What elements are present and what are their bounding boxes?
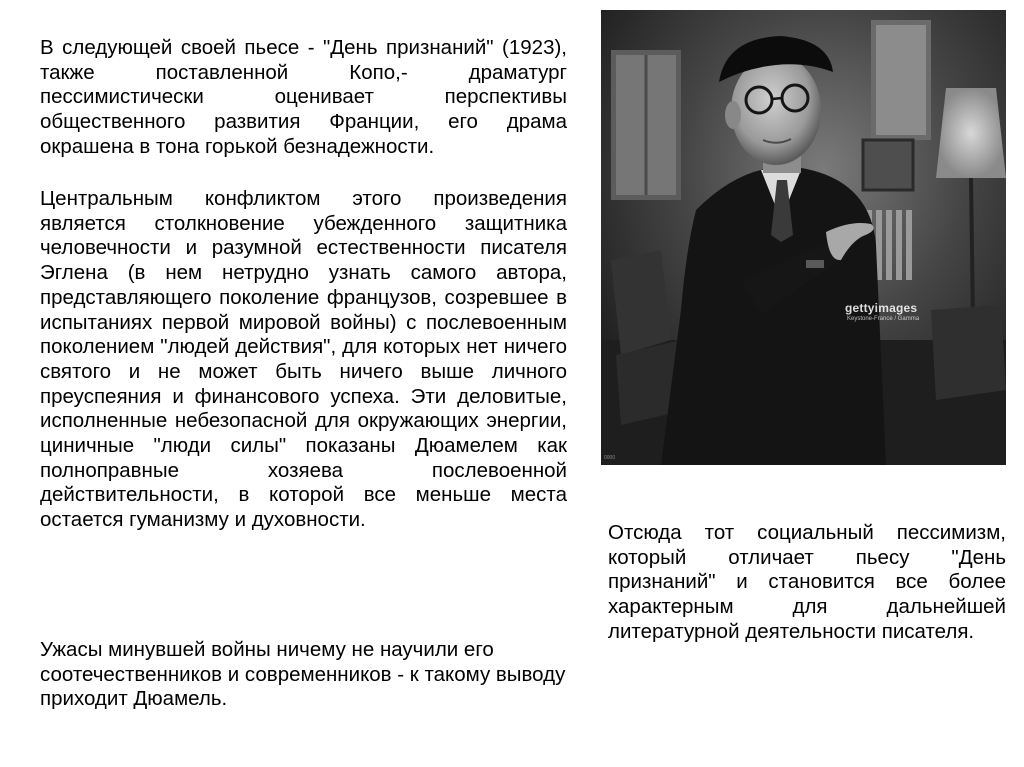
paragraph-social-pessimism: Отсюда тот социальный пессимизм, который отличает пьесу "День признаний" и становится все более характерным для дальнейшей литературной деятельности писателя.: [608, 521, 1006, 643]
photo-credit: Keystone-France / Gamma: [847, 316, 920, 322]
author-portrait-photo: [601, 10, 1006, 465]
paragraph-play-intro: В следующей своей пьесе - "День признаний" (1923), также поставленной Копо,- драматург пессимистически оценивает перспективы общественного развития Франции, его драма окрашена в тона горькой безнадежности.: [40, 36, 567, 158]
portrait-illustration: [601, 10, 1006, 465]
paragraph-central-conflict: Центральным конфликтом этого произведения является столкновение убежденного защитника человечности и разумной естественности писателя Эглена (в нем нетрудно узнать самого автора, представляющего поколение французов, созревшее в испытаниях первой мировой войны) с послевоенным поколением "людей действия", для которых нет ничего святого и не может быть ничего выше личного преуспеяния и финансового успеха. Эти деловитые, исполненные небезопасной для окружающих энергии, циничные "люди силы" показаны Дюамелем как полноправные хозяева послевоенной действительности, в которой все меньше места остается гуманизму и духовности.: [40, 187, 567, 532]
photo-corner-code: 0000: [604, 455, 616, 461]
watermark-logo: gettyimages: [845, 301, 918, 315]
paragraph-war-conclusion: Ужасы минувшей войны ничему не научили его соотечественников и современников - к такому выводу приходит Дюамель.: [40, 638, 566, 711]
